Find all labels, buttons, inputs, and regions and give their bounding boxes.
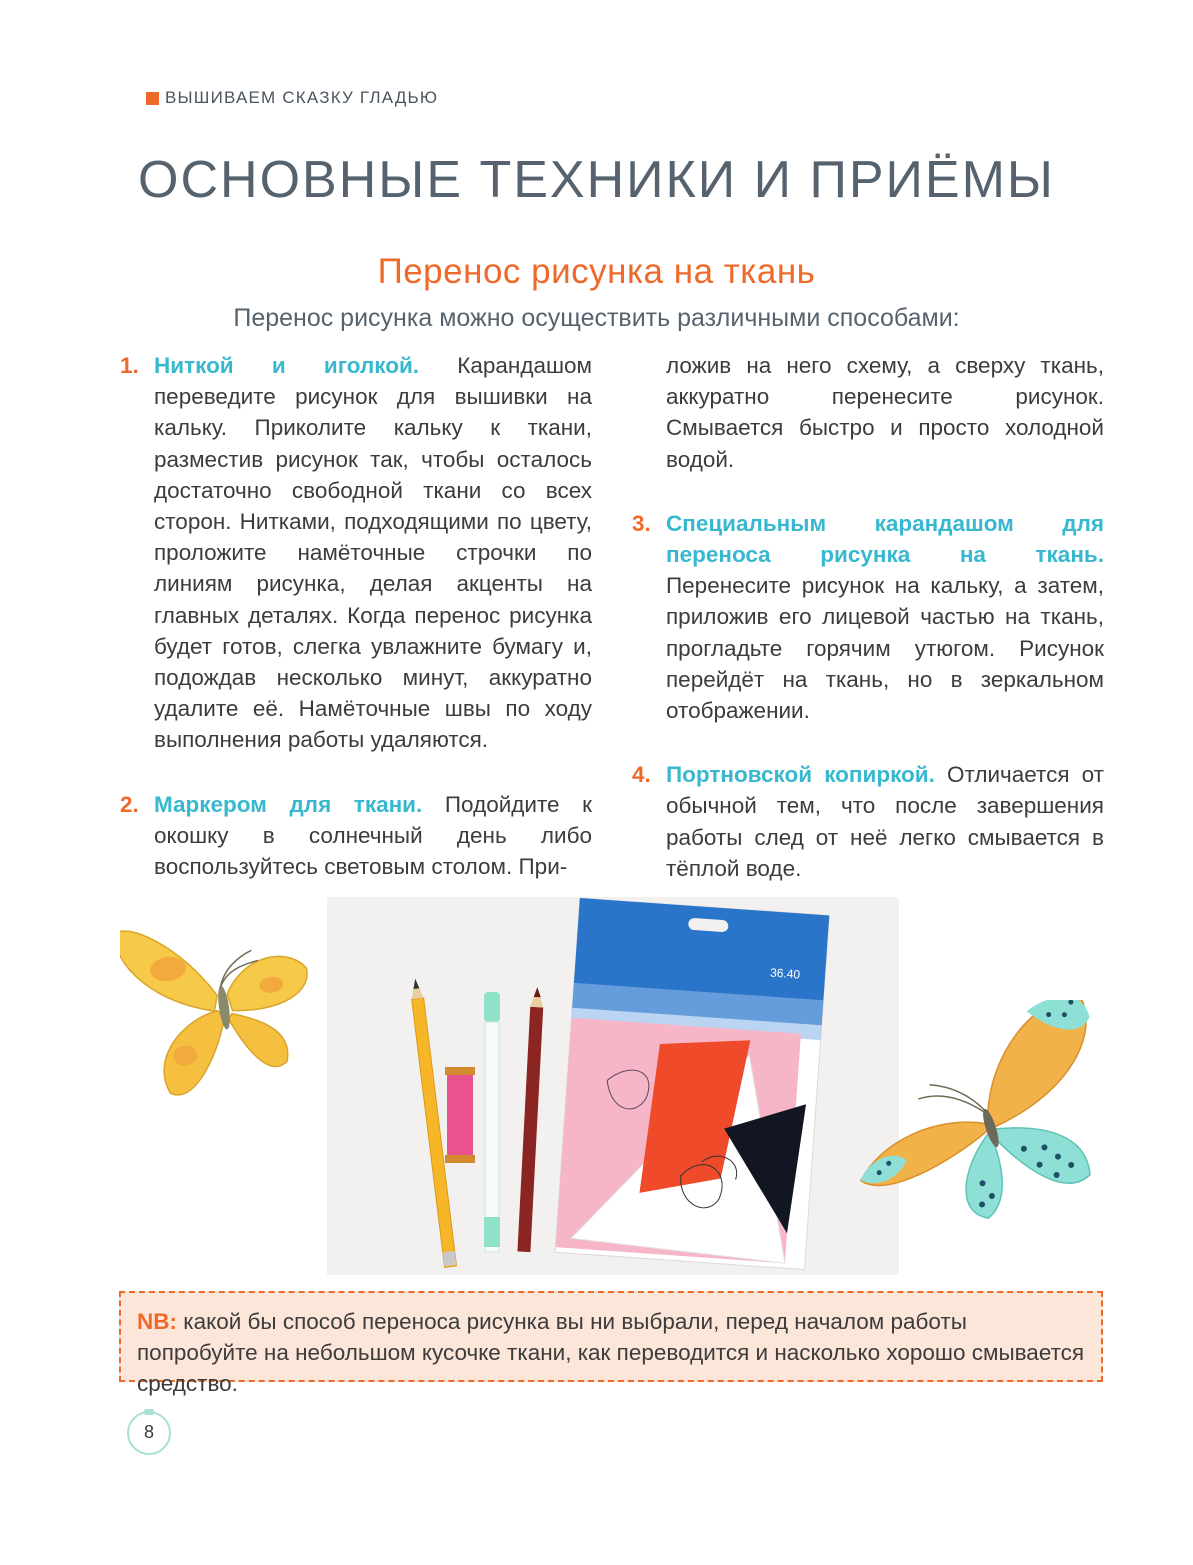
method-item-2-continued	[632, 350, 1104, 475]
running-header-text: ВЫШИВАЕМ СКАЗКУ ГЛАДЬЮ	[165, 88, 439, 107]
section-title: Перенос рисунка на ткань	[377, 252, 816, 291]
nb-text: какой бы способ переноса рисунка вы ни выбрали, перед началом работы попробуйте на небольшом кусочке ткани, как переводится и насколько хорошо смывается средство.	[137, 1309, 1085, 1396]
method-item-3	[632, 508, 1104, 726]
method-number: 2.	[120, 791, 139, 817]
nb-label: NB:	[137, 1309, 177, 1334]
method-lead: Ниткой и иголкой.	[154, 353, 420, 378]
method-number: 3.	[632, 510, 651, 536]
teal-butterfly-illustration	[838, 1000, 1128, 1240]
method-item-4	[632, 759, 1104, 884]
text-column-left	[120, 350, 592, 882]
page-title: ОСНОВНЫЕ ТЕХНИКИ И ПРИЁМЫ	[138, 151, 1055, 209]
section-intro: Перенос рисунка можно осуществить различными способами:	[233, 304, 960, 332]
transfer-tools-photo	[327, 897, 899, 1275]
method-lead: Специальным карандашом для переноса рисунка на ткань.	[666, 510, 1104, 568]
page-number-badge	[124, 1406, 174, 1456]
method-text: Подойдите к окошку в солнечный день либо воспользуйтесь световым столом. При-	[154, 791, 593, 880]
package-label: 36.40	[769, 965, 801, 982]
method-text: Карандашом переведите рисунок для вышивки на кальку. Приколите кальку к ткани, разместив рисунок так, чтобы осталось достаточно свободной ткани со всех сторон. Нитками, подходящими по цвету, проложите намёточные строчки по линиям рисунка, делая акценты на главных деталях. Когда перенос рисунка будет готов, слегка увлажните бумагу и, подождав несколько минут, аккуратно удалите её. Намёточные швы по ходу выполнения работы удаляются.	[154, 353, 592, 753]
method-text: Перенесите рисунок на кальку, а затем, приложив его лицевой частью на ткань, прогладьте горячим утюгом. Рисунок перейдёт на ткань, но в зеркальном отображении.	[666, 573, 1104, 724]
nb-note	[119, 1291, 1103, 1396]
method-item-1	[120, 350, 592, 756]
method-lead: Маркером для ткани.	[154, 791, 423, 817]
method-item-2	[120, 789, 592, 883]
method-text-continued: ложив на него схему, а сверху ткань, аккуратно перенесите рисунок. Смывается быстро и просто холодной водой.	[666, 353, 1104, 472]
method-number: 1.	[120, 353, 139, 378]
method-number: 4.	[632, 762, 651, 788]
running-header	[146, 88, 438, 108]
method-lead: Портновской копиркой.	[666, 762, 935, 788]
orange-square-icon	[146, 92, 159, 105]
page-number: 8	[143, 1422, 154, 1442]
method-text: Отличается от обычной тем, что после завершения работы след от неё легко смывается в тёплой воде.	[666, 762, 1104, 881]
yellow-butterfly-illustration	[120, 900, 325, 1130]
text-column-right	[632, 350, 1104, 884]
